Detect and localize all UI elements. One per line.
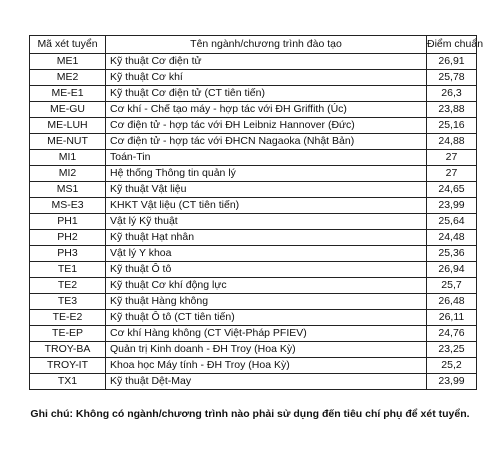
row-code: ME-GU — [30, 102, 106, 118]
row-score: 25,16 — [427, 118, 477, 134]
row-score: 23,99 — [427, 198, 477, 214]
admission-score-table — [29, 35, 484, 390]
row-code: TE-EP — [30, 326, 106, 342]
row-name: Kỹ thuật Dệt-May — [106, 374, 427, 390]
table-row — [30, 262, 477, 278]
row-name: Hệ thống Thông tin quản lý — [106, 166, 427, 182]
table-row — [30, 54, 477, 70]
row-name: Kỹ thuật Cơ điện tử (CT tiên tiến) — [106, 86, 427, 102]
row-code: PH2 — [30, 230, 106, 246]
row-name: KHKT Vật liệu (CT tiên tiến) — [106, 198, 427, 214]
row-score: 25,36 — [427, 246, 477, 262]
row-score: 27 — [427, 150, 477, 166]
row-name: Khoa học Máy tính - ĐH Troy (Hoa Kỳ) — [106, 358, 427, 374]
row-name: Kỹ thuật Ô tô (CT tiên tiến) — [106, 310, 427, 326]
table-body — [30, 54, 477, 390]
row-code: TX1 — [30, 374, 106, 390]
admission-score-table-container — [29, 35, 484, 390]
row-score: 23,25 — [427, 342, 477, 358]
table-row — [30, 134, 477, 150]
row-name: Cơ điện tử - hợp tác với ĐHCN Nagaoka (Nhật Bản) — [106, 134, 427, 150]
table-row — [30, 278, 477, 294]
table-row — [30, 310, 477, 326]
header-name: Tên ngành/chương trình đào tạo — [106, 36, 427, 54]
row-score: 25,78 — [427, 70, 477, 86]
row-code: TE3 — [30, 294, 106, 310]
row-name: Kỹ thuật Vật liệu — [106, 182, 427, 198]
row-score: 23,99 — [427, 374, 477, 390]
row-score: 24,76 — [427, 326, 477, 342]
row-code: PH1 — [30, 214, 106, 230]
row-name: Cơ điện tử - hợp tác với ĐH Leibniz Hannover (Đức) — [106, 118, 427, 134]
footnote: Ghi chú: Không có ngành/chương trình nào phải sử dụng đến tiêu chí phụ để xét tuyển. — [30, 408, 470, 420]
table-row — [30, 166, 477, 182]
row-code: MI1 — [30, 150, 106, 166]
row-score: 24,65 — [427, 182, 477, 198]
row-name: Kỹ thuật Hàng không — [106, 294, 427, 310]
row-score: 25,64 — [427, 214, 477, 230]
row-code: TROY-IT — [30, 358, 106, 374]
row-code: TE2 — [30, 278, 106, 294]
table-row — [30, 230, 477, 246]
row-name: Cơ khí Hàng không (CT Việt-Pháp PFIEV) — [106, 326, 427, 342]
row-code: ME2 — [30, 70, 106, 86]
row-name: Vật lý Y khoa — [106, 246, 427, 262]
row-score: 26,48 — [427, 294, 477, 310]
row-code: PH3 — [30, 246, 106, 262]
row-score: 26,91 — [427, 54, 477, 70]
table-row — [30, 326, 477, 342]
row-score: 23,88 — [427, 102, 477, 118]
table-row — [30, 214, 477, 230]
row-score: 24,88 — [427, 134, 477, 150]
table-row — [30, 358, 477, 374]
row-score: 26,3 — [427, 86, 477, 102]
header-score: Điểm chuẩn — [427, 36, 477, 54]
row-name: Kỹ thuật Hạt nhân — [106, 230, 427, 246]
row-code: ME-LUH — [30, 118, 106, 134]
table-row — [30, 342, 477, 358]
row-code: TROY-BA — [30, 342, 106, 358]
row-score: 25,2 — [427, 358, 477, 374]
row-score: 27 — [427, 166, 477, 182]
row-score: 24,48 — [427, 230, 477, 246]
row-name: Quản trị Kinh doanh - ĐH Troy (Hoa Kỳ) — [106, 342, 427, 358]
row-name: Cơ khí - Chế tạo máy - hợp tác với ĐH Griffith (Úc) — [106, 102, 427, 118]
row-name: Kỹ thuật Cơ điện tử — [106, 54, 427, 70]
table-row — [30, 374, 477, 390]
header-code: Mã xét tuyển — [30, 36, 106, 54]
row-name: Kỹ thuật Cơ khí động lực — [106, 278, 427, 294]
row-code: ME-NUT — [30, 134, 106, 150]
row-code: TE1 — [30, 262, 106, 278]
row-code: ME-E1 — [30, 86, 106, 102]
row-code: TE-E2 — [30, 310, 106, 326]
row-score: 26,11 — [427, 310, 477, 326]
table-row — [30, 86, 477, 102]
table-row — [30, 294, 477, 310]
row-code: ME1 — [30, 54, 106, 70]
row-score: 26,94 — [427, 262, 477, 278]
row-code: MS1 — [30, 182, 106, 198]
table-row — [30, 118, 477, 134]
row-name: Toán-Tin — [106, 150, 427, 166]
row-code: MI2 — [30, 166, 106, 182]
table-row — [30, 246, 477, 262]
row-name: Kỹ thuật Ô tô — [106, 262, 427, 278]
table-row — [30, 150, 477, 166]
table-header-row — [30, 36, 477, 54]
row-score: 25,7 — [427, 278, 477, 294]
table-row — [30, 182, 477, 198]
row-name: Kỹ thuật Cơ khí — [106, 70, 427, 86]
table-row — [30, 70, 477, 86]
row-code: MS-E3 — [30, 198, 106, 214]
table-row — [30, 102, 477, 118]
table-row — [30, 198, 477, 214]
row-name: Vật lý Kỹ thuật — [106, 214, 427, 230]
